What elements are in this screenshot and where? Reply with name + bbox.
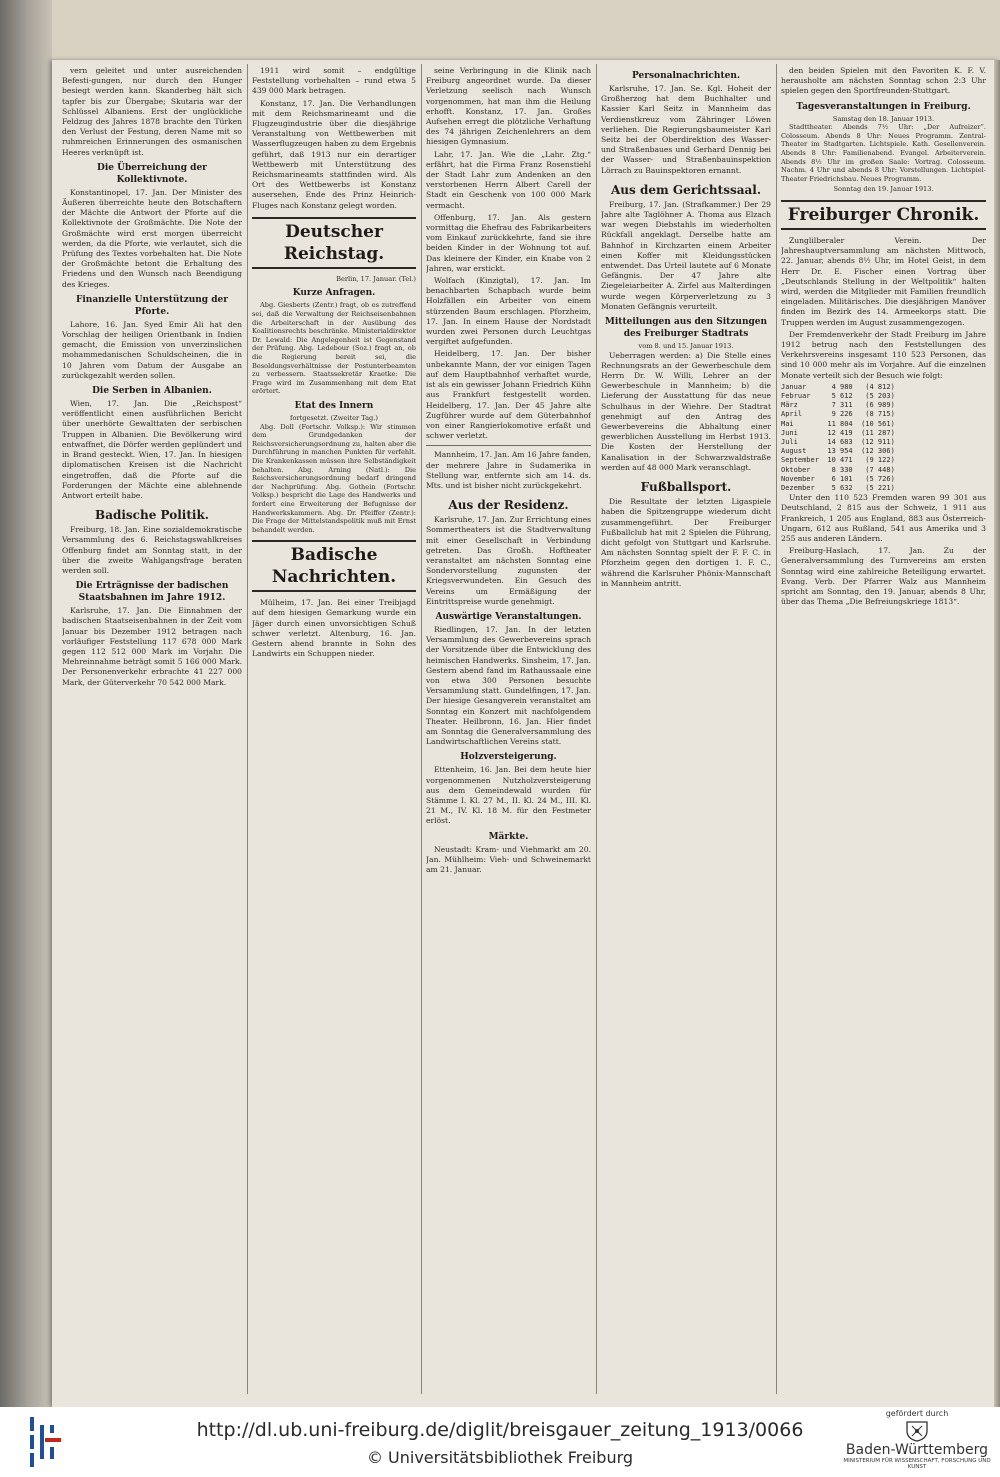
statistics-row: Dezember 5 632 (5 221) <box>781 484 895 493</box>
document-url-link[interactable]: http://dl.ub.uni-freiburg.de/diglit/breisgauer_zeitung_1913/0066 <box>196 1419 804 1441</box>
article-body: Freiburg-Haslach, 17. Jan. Zu der Generalversammlung des Turnvereins am ersten Sonntag wird eine zahlreiche Beteiligung erwartet. Evang. Verb. Der Pfarrer Walz aus Mannheim spricht am Sonntag, den 19. Januar, abends 8 Uhr, über das Thema „Die Befreiungskriege 1813“. <box>781 546 986 607</box>
headline: Kurze Anfragen. <box>292 288 376 299</box>
article-body: Karlsruhe, 17. Jan. Se. Kgl. Hoheit der Großherzog hat dem Buchhalter und Kassier Karl Seitz in Mannheim das Verdienstkreuz vom Zähringer Löwen verliehen. Die Regierungsbaumeister Karl Seitz bei der Oberdirektion des Wasser- und Straßenbaues und Gerhard Dennig bei der Wasser- und Straßenbauinspektion Lörrach zu Bauinspektoren ernannt. <box>601 84 771 175</box>
section-masthead: Freiburger Chronik. <box>781 200 986 230</box>
article-body: Karlsruhe, 17. Jan. Die Einnahmen der badischen Staatseisenbahnen in der Zeit vom Januar bis Dezember 1912 betragen nach vorläufiger Feststellung 117 678 000 Mark gegen 112 512 000 Mark im Vorjahr. Die Mehreinnahme beträgt somit 5 166 000 Mark. Der Personenverkehr erbrachte 41 227 000 Mark, der Güterverkehr 70 542 000 Mark. <box>62 606 242 687</box>
article-body: Ettenheim, 16. Jan. Bei dem heute hier vorgenommenen Nutzholzversteigerung aus dem Gemeindewald wurden für Stämme I. Kl. 27 M., II. Kl. 24 M., III. Kl. 21 M., IV. Kl. 18 M. für den Festmeter erlöst. <box>426 765 591 826</box>
article-body: Mannheim, 17. Jan. Am 16 Jahre fanden, der mehrere Jahre in Sudamerika in Stellung war, entfernte sich am 14. ds. Mts. und ist bisher nicht zurückgekehrt. <box>426 450 591 490</box>
article-body: Mülheim, 17. Jan. Bei einer Treibjagd auf dem hiesigen Gemarkung wurde ein Jäger durch einen unvorsichtigen Schuß schwer verletzt. Altenburg, 16. Jan. Gestern abend brannte in Sohn des Landwirts ein Schuppen nieder. <box>252 598 416 659</box>
article-lead: 1911 wird somit – endgültige Feststellung vorbehalten – rund etwa 5 439 000 Mark betragen. <box>252 66 416 96</box>
article-body: Heidelberg, 17. Jan. Der bisher unbekannte Mann, der vor einigen Tagen auf dem Hauptbahnhof verhaftet wurde, ist als ein gewisser Johann Friedrich Kühn aus Frankfurt festgestellt worden. Heidelberg, 17. Jan. Der 45 Jahre alte Zugführer wurde auf dem Güterbahnhof von einer Rangierlokomotive erfaßt und schwer verletzt. <box>426 349 591 441</box>
section-headline: Aus dem Gerichtssaal. <box>610 182 761 197</box>
article-body: Zunglilberaler Verein. Der Jahreshauptversammlung am nächsten Mittwoch, 22. Januar, abends 8½ Uhr, im Hotel Geist, in dem Herr Dr. E. Fischer einen Vortrag über „Deutschlands Stellung in der Weltpolitik“ halten wird, werden die Mitglieder mit Familien freundlich eingeladen. Militärisches. Die diesjährigen Manöver finden im Bezirk des 14. Armeekorps statt. Die Truppen werden im August zusammengezogen. <box>781 235 986 327</box>
article-body: Wolfach (Kinzigtal), 17. Jan. Im benachbarten Schapbach wurde beim Holzfällen ein Arbeiter von einem stürzenden Baum erschlagen. Pforzheim, 17. Jan. In einem Hause der Nordstadt wurden zwei Personen durch Leuchtgas vergiftet aufgefunden. <box>426 276 591 347</box>
article-body: Offenburg, 17. Jan. Als gestern vormittag die Ehefrau des Fabrikarbeiters vom Einkauf zurückkehrte, fand sie ihre beiden Kinder in der Wohnung tot auf. Das kleinere der Kinder, ein Knabe von 2 Jahren, war erstickt. <box>426 212 591 273</box>
headline: Tagesveranstaltungen in Freiburg. <box>796 101 971 112</box>
subheadline: fortgesetzt. (Zweiter Tag.) <box>290 413 378 422</box>
article-body: Abg. Doll (Fortschr. Volksp.): Wir stimmen dem Grundgedanken der Reichsversicherungsordnung zu, halten aber die Durchführung in manchen Punkten für verfehlt. Die Krankenkassen müssen ihre Selbständigkeit behalten. Abg. Arning (Natl.): Die Reichsversicherungsordnung bedarf dringend der Nachprüfung. Abg. Gothein (Fortschr. Volksp.) bespricht die Lage des Handwerks und fordert eine Erweiterung der Befugnisse der Handwerkskammern. Abg. Dr. Pfeiffer (Zentr.): Die Frage der Mittelstandspolitik muß mit Ernst behandelt werden. <box>252 422 416 534</box>
sponsor-logo <box>842 1409 992 1475</box>
funded-by-label: gefördert durch <box>885 1409 949 1418</box>
article-body: Lahr, 17. Jan. Wie die „Lahr. Ztg.“ erfährt, hat die Firma Franz Rosenstiehl der Stadt Lahr zum Andenken an den verstorbenen Herrn Albert Carell der Stadt ein Geschenk von 100 000 Mark vermacht. <box>426 149 591 210</box>
section-masthead: Deutscher Reichstag. <box>252 217 416 269</box>
date-line: Samstag den 18. Januar 1913. <box>832 114 935 123</box>
headline: Personalnachrichten. <box>632 71 740 81</box>
article-body: Unter den 110 523 Fremden waren 99 301 aus Deutschland, 2 815 aus der Schweiz, 1 911 aus Frankreich, 1 205 aus England, 883 aus Österreich-Ungarn, 612 aus Rußland, 541 aus Amerika und 3 255 aus anderen Ländern. <box>781 493 986 544</box>
headline: Die Serben in Albanien. <box>92 386 212 397</box>
subheadline: vom 8. und 15. Januar 1913. <box>638 342 734 351</box>
sponsor-subtitle: MINISTERIUM FÜR WISSENSCHAFT, FORSCHUNG UND KUNST <box>843 1458 991 1470</box>
date-line: Sonntag den 19. Januar 1913. <box>833 185 934 194</box>
column-1 <box>62 66 242 1394</box>
statistics-row: September 10 471 (9 122) <box>781 456 895 465</box>
statistics-row: März 7 311 (6 989) <box>781 401 895 410</box>
statistics-row: August 13 954 (12 306) <box>781 447 895 456</box>
article-body: Riedlingen, 17. Jan. In der letzten Versammlung des Gewerbevereins sprach der Vorsitzende über die Entwicklung des heimischen Handwerks. Sinsheim, 17. Jan. Gestern abend fand im Rathaussaale eine von etwa 300 Personen besuchte Versammlung statt. Gundelfingen, 17. Jan. Der hiesige Gesangverein veranstaltet am Sonntag ein Konzert mit nachfolgendem Theater. Heilbronn, 16. Jan. Hier findet am Sonntag die Generalversammlung des Landwirtschaftlichen Vereins statt. <box>426 624 591 747</box>
column-5 <box>781 66 986 1394</box>
article-lead: seine Verbringung in die Klinik nach Freiburg angeordnet wurde. Da dieser Verletzung seelisch nach Wunsch vorgenommen, hat man ihm die Heilung erhofft. Konstanz, 17. Jan. Großes Aufsehen erregt die plötzliche Verhaftung des 74 jährigen Zeichenlehrers an dem hiesigen Gymnasium. <box>426 66 591 147</box>
headline: Mitteilungen aus den Sitzungen des Freiburger Stadtrats <box>604 317 768 340</box>
article-body: Konstanz, 17. Jan. Die Verhandlungen mit dem Reichsmarineamt und die Flugzeugindustrie über die diesjährige Veranstaltung von Wettbewerben mit Wasserflugzeugen haben zu dem Ergebnis geführt, daß 1913 nur ein derartiger Wettbewerb mit Unterstützung des Reichsmarineamts stattfinden wird. Als Ort des Wettbewerbs ist Konstanz ausersehen, Ende des Prinz Heinrich-Fluges nach Konstanz gelegt worden. <box>252 98 416 210</box>
headline: Holzversteigerung. <box>460 752 557 763</box>
column-rule <box>596 64 597 1394</box>
statistics-row: Juli 14 683 (12 911) <box>781 438 895 447</box>
headline: Etat des Innern <box>294 400 374 411</box>
article-body: Freiburg, 18. Jan. Eine sozialdemokratische Versammlung des 6. Reichstagswahlkreises Offenburg findet am Sonntag statt, in der über die zweite Wahlgangsfrage beraten werden soll. <box>62 525 242 575</box>
copyright-notice: © Universitätsbibliothek Freiburg <box>366 1448 634 1467</box>
article-lead: vern geleitet und unter ausreichenden Befesti-gungen, nur durch den Hunger besiegt werden kann. Skanderbeg hält sich tapfer bis zur Übergabe; Skutaria war der Schlüssel Albaniens. Erst der unglückliche Feldzug des Jahres 1878 brachte den Türken den Verlust der Festung, deren Name mit so ruhmreichen Erinnerungen des osmanischen Heeres verknüpft ist. <box>62 66 242 157</box>
column-rule <box>421 64 422 1394</box>
dateline: Berlin, 17. Januar. (Tel.) <box>336 274 416 283</box>
article-body: Abg. Giesberts (Zentr.) fragt, ob es zutreffend sei, daß die Verwaltung der Reichseisenbahnen die Arbeiterschaft in der Ausübung des Koalitionsrechts beschränke. Ministerialdirektor Dr. Lewald: Die Angelegenheit ist Gegenstand der Prüfung. Abg. Ledebour (Soz.) fragt an, ob die Regierung bereit sei, die Besoldungsverhältnisse der Postunterbeamten zu verbessern. Staatssekretär Kraetke: Die Frage wird im Zusammenhang mit dem Etat erörtert. <box>252 301 416 396</box>
article-body: Wien, 17. Jan. Die „Reichspost“ veröffentlicht einen ausführlichen Bericht über unerhörte Gewalttaten der serbischen Truppen in Albanien. Die Bevölkerung wird entwaffnet, die Dörfer werden geplündert und in Brand gesteckt. Wien, 17. Jan. In hiesigen diplomatischen Kreisen ist die Nachricht eingetroffen, daß die Pforte auf die Forderungen der Mächte eine ablehnende Antwort erteilt habe. <box>62 399 242 500</box>
statistics-row: April 9 226 (8 715) <box>781 410 895 419</box>
article-body: Freiburg, 17. Jan. (Strafkammer.) Der 29 Jahre alte Taglöhner A. Thoma aus Elzach war wegen Diebstahls im wiederholten Rückfall angeklagt. Derselbe hatte am Bahnhof in Kirchzarten einem Arbeiter einen Koffer mit Kleidungsstücken entwendet. Das Urteil lautete auf 6 Monate Gefängnis. Der 47 Jahre alte Ziegeleiarbeiter A. Zirfel aus Malterdingen wurde wegen Körperverletzung zu 3 Monaten Gefängnis verurteilt. <box>601 199 771 311</box>
column-4 <box>601 66 771 1394</box>
article-body: Ueberragen werden: a) Die Stelle eines Rechnungsrats an der Gewerbeschule dem Herrn Dr. W. Willi, Lehrer an der Gewerbeschule in Mannheim; b) die Lieferung der Ausstattung für das neue Schulhaus in der Wiehre. Der Stadtrat genehmigt auf den Antrag des Gewerbevereins die Abhaltung einer gewerblichen Ausstellung im Herbst 1913. Die Kosten der Herstellung der Kanalisation in der Schwarzwaldstraße werden auf 48 000 Mark veranschlagt. <box>601 350 771 472</box>
section-headline: Aus der Residenz. <box>448 498 569 513</box>
statistics-row: Juni 12 419 (11 287) <box>781 428 895 437</box>
article-body: Konstantinopel, 17. Jan. Der Minister des Äußeren überreichte heute den Botschaftern der Mächte die Antwort der Pforte auf die Kollektivnote der Großmächte. Die Note der Großmächte wird erst morgen überreicht werden, da die Pforte, wie verlautet, sich die Prüfung des Textes vorbehalten hat. Die Note der Großmächte betont die Erhaltung des Friedens und den Wunsch nach Beendigung des Krieges. <box>62 187 242 289</box>
event-listing: Stadttheater. Abends 7½ Uhr: „Der Aufreizer“. Colosseum. Abends 8 Uhr: Neues Programm. Zentral-Theater im Stadtgarten. Lichtspiele. Kath. Gesellenverein. Abends 8 Uhr: Familienabend. Evangel. Arbeiterverein. Abends 8½ Uhr im großen Saale: Vortrag. Colosseum. Nachm. 4 Uhr und abends 8 Uhr: Vorstellungen. Lichtspiel-Theater Friedrichsbau. Neues Programm. <box>781 123 986 183</box>
divider <box>426 445 591 446</box>
statistics-row: Mai 11 804 (10 561) <box>781 419 895 428</box>
viewer-footer <box>0 1407 1000 1477</box>
headline: Märkte. <box>488 831 529 842</box>
column-rule <box>247 64 248 1394</box>
headline: Auswärtige Veranstaltungen. <box>435 611 582 622</box>
statistics-row: November 6 101 (5 726) <box>781 474 895 483</box>
headline: Die Überreichung der Kollektivnote. <box>97 162 207 185</box>
headline: Die Erträgnisse der badischen Staatsbahnen im Jahre 1912. <box>75 581 229 604</box>
statistics-table <box>781 383 986 493</box>
article-lead: den beiden Spielen mit den Favoriten K. F. V. herausholte am nächsten Sonntag schon 2:3 Uhr spielen gegen den Sportfreunden-Stuttgart. <box>781 66 986 96</box>
article-body: Die Resultate der letzten Ligaspiele haben die Spitzengruppe wiederum dicht zusammengeführt. Der Freiburger Fußballclub hat mit 2 Spielen die Führung, dicht gefolgt von Stuttgart und Karlsruhe. Am nächsten Sonntag spielt der F. F. C. in Pforzheim gegen den dortigen 1. F. C., während die Karlsruher Phönix-Mannschaft in Mannheim antritt. <box>601 497 771 588</box>
section-masthead: Badische Nachrichten. <box>252 540 416 592</box>
page-edge <box>994 60 1000 1407</box>
article-body: Der Fremdenverkehr der Stadt Freiburg im Jahre 1912 betrug nach den Feststellungen des Verkehrsvereins insgesamt 110 523 Personen, das sind 10 000 mehr als im Vorjahre. Auf die einzelnen Monate verteilt sich der Besuch wie folgt: <box>781 329 986 380</box>
column-rule <box>776 64 777 1394</box>
baden-wuerttemberg-coat-of-arms-icon <box>904 1420 930 1442</box>
statistics-row: Januar 4 980 (4 812) <box>781 382 895 391</box>
article-body: Lahore, 16. Jan. Syed Emir Ali hat den Vorschlag der heiligen Orientbank in Indien gemacht, die Emission von unverzinslichen mohammedanischen Schuldscheinen, die in 10 Jahren vom Datum der Ausgabe an zurückgezahlt werden sollen. <box>62 319 242 380</box>
section-headline: Fußballsport. <box>640 480 732 495</box>
article-body: Karlsruhe, 17. Jan. Zur Errichtung eines Sommertheaters ist die Stadtverwaltung mit einer Gesellschaft in Verbindung getreten. Das Großh. Hoftheater veranstaltet am nächsten Sonntag eine Sondervorstellung zugunsten der Kriegsverwundeten. Ein Gesuch des Vereins um Ermäßigung der Eintrittspreise wurde genehmigt. <box>426 515 591 606</box>
statistics-row: Februar 5 612 (5 203) <box>781 392 895 400</box>
statistics-row: Oktober 8 330 (7 448) <box>781 465 895 474</box>
binding-gutter <box>0 0 52 1407</box>
article-body: Neustadt: Kram- und Viehmarkt am 20. Jan. Mühlheim: Vieh- und Schweinemarkt am 21. Januar. <box>426 844 591 875</box>
section-headline: Badische Politik. <box>95 508 209 523</box>
column-3 <box>426 66 591 1394</box>
sponsor-name: Baden-Württemberg <box>845 1442 989 1458</box>
column-2 <box>252 66 416 1394</box>
headline: Finanzielle Unterstützung der Pforte. <box>75 294 228 317</box>
